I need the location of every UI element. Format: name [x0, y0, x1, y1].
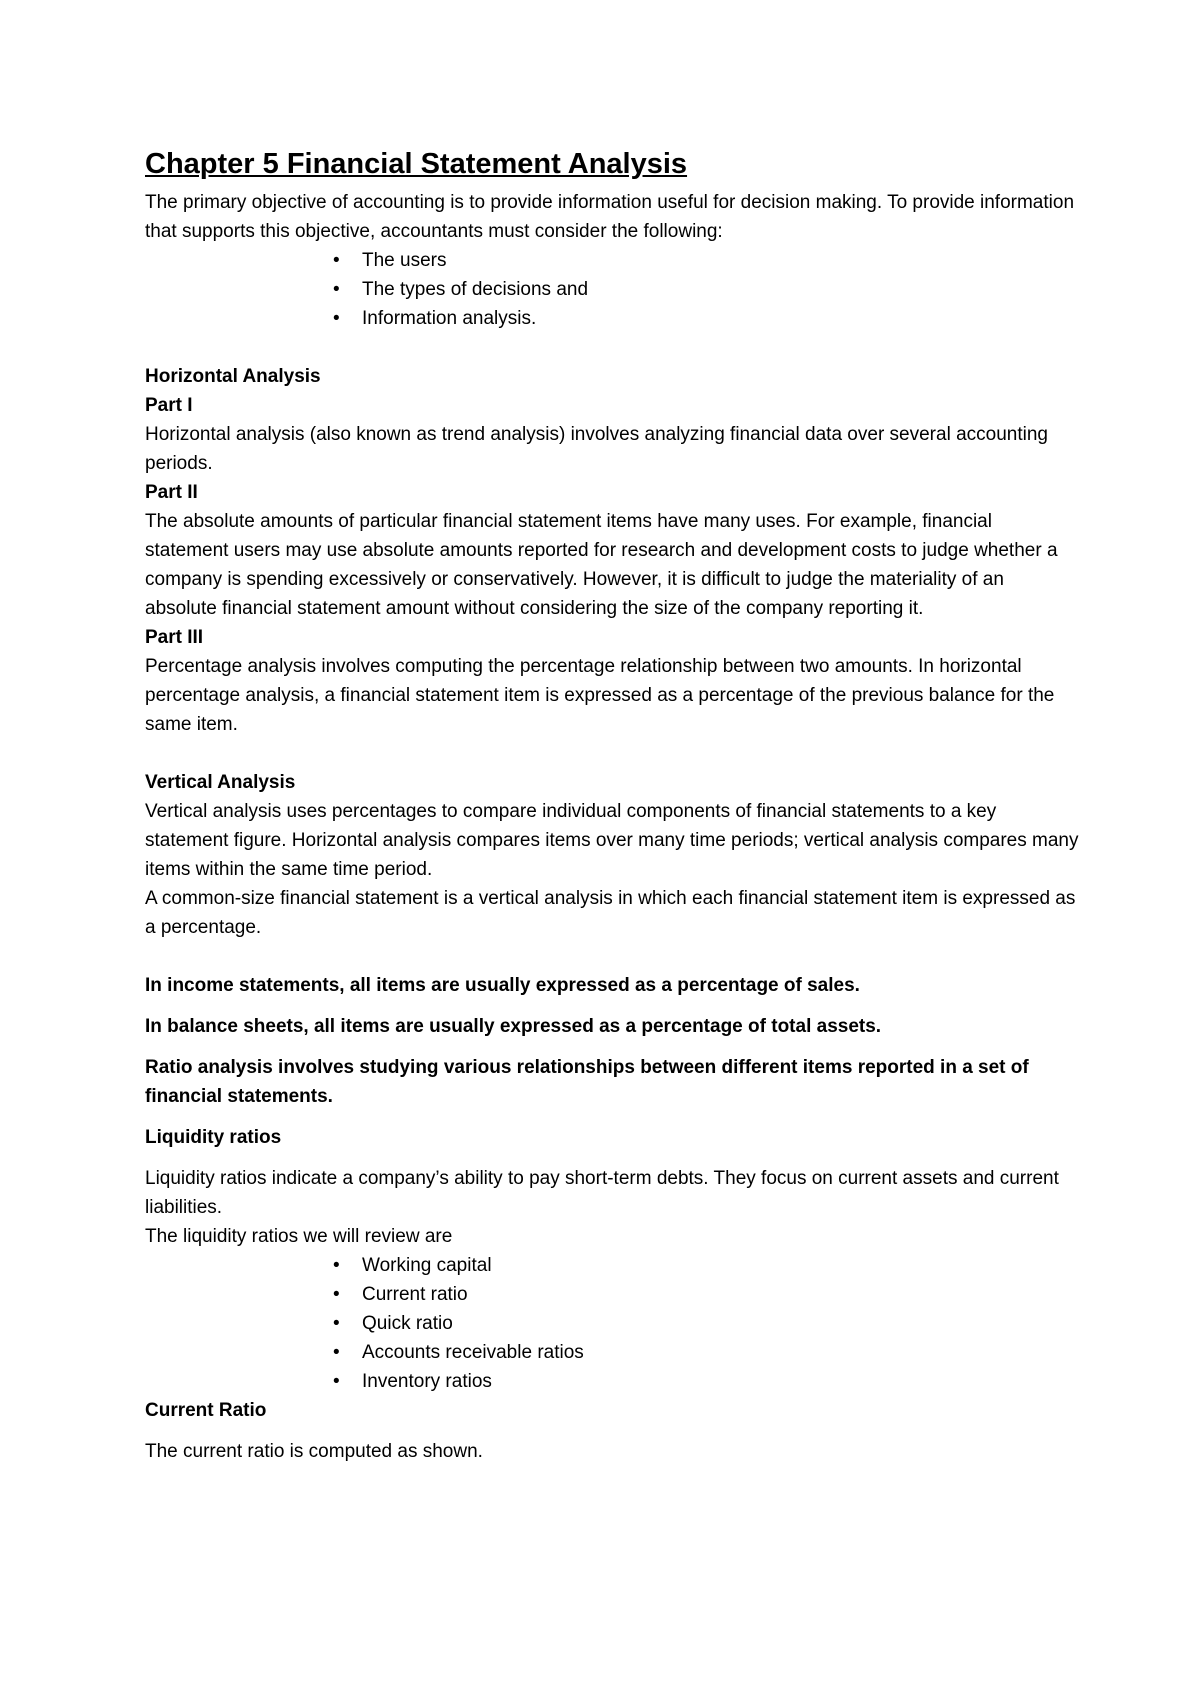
part1-paragraph: Horizontal analysis (also known as trend analysis) involves analyzing financial data over several accounting periods.: [145, 424, 1048, 474]
liquidity-ratios-heading: Liquidity ratios: [145, 1127, 282, 1148]
vertical-paragraph-1: Vertical analysis uses percentages to compare individual components of financial statements to a key statement figure. Horizontal analysis compares items over many time periods; vertical analysis compares many items within the same time period.: [145, 801, 1079, 880]
current-ratio-heading: Current Ratio: [145, 1400, 267, 1421]
part2-heading: Part II: [145, 482, 198, 503]
liquidity-bullet-list: [145, 1251, 1080, 1396]
income-statement-note: In income statements, all items are usually expressed as a percentage of sales.: [145, 975, 860, 996]
horizontal-analysis-heading: Horizontal Analysis: [145, 366, 321, 387]
list-item: • Information analysis.: [362, 304, 1080, 333]
vertical-analysis-heading: Vertical Analysis: [145, 772, 296, 793]
intro-paragraph: The primary objective of accounting is to provide information useful for decision making. To provide information that supports this objective, accountants must consider the following:: [145, 192, 1075, 242]
liquidity-intro: The liquidity ratios we will review are: [145, 1226, 453, 1247]
part3-heading: Part III: [145, 627, 204, 648]
list-item: • Current ratio: [362, 1280, 1080, 1309]
list-item: • Quick ratio: [362, 1309, 1080, 1338]
page-title: Chapter 5 Financial Statement Analysis: [145, 148, 688, 180]
list-item: • Inventory ratios: [362, 1367, 1080, 1396]
bullet-icon: •: [333, 1371, 340, 1392]
list-item: • Accounts receivable ratios: [362, 1338, 1080, 1367]
balance-sheet-note: In balance sheets, all items are usually expressed as a percentage of total assets.: [145, 1016, 882, 1037]
intro-bullet-list: [145, 246, 1080, 333]
ratio-analysis-note: Ratio analysis involves studying various relationships between different items reported in a set of financial statements.: [145, 1057, 1029, 1107]
part2-paragraph: The absolute amounts of particular financial statement items have many uses. For example, financial statement users may use absolute amounts reported for research and development costs to judge whether a company is spending excessively or conservatively. However, it is difficult to judge the materiality of an absolute financial statement amount without considering the size of the company reporting it.: [145, 511, 1058, 619]
current-ratio-paragraph: The current ratio is computed as shown.: [145, 1441, 483, 1462]
list-item: • The types of decisions and: [362, 275, 1080, 304]
bullet-icon: •: [333, 250, 340, 271]
bullet-icon: •: [333, 279, 340, 300]
list-item: • Working capital: [362, 1251, 1080, 1280]
bullet-icon: •: [333, 1255, 340, 1276]
liquidity-paragraph: Liquidity ratios indicate a company’s ability to pay short-term debts. They focus on current assets and current liabilities.: [145, 1168, 1059, 1218]
bullet-icon: •: [333, 1342, 340, 1363]
bullet-icon: •: [333, 308, 340, 329]
list-item: • The users: [362, 246, 1080, 275]
part1-heading: Part I: [145, 395, 193, 416]
vertical-paragraph-2: A common-size financial statement is a vertical analysis in which each financial statement item is expressed as a percentage.: [145, 888, 1076, 938]
part3-paragraph: Percentage analysis involves computing the percentage relationship between two amounts. In horizontal percentage analysis, a financial statement item is expressed as a percentage of the previous balance for the same item.: [145, 656, 1055, 735]
bullet-icon: •: [333, 1284, 340, 1305]
bullet-icon: •: [333, 1313, 340, 1334]
